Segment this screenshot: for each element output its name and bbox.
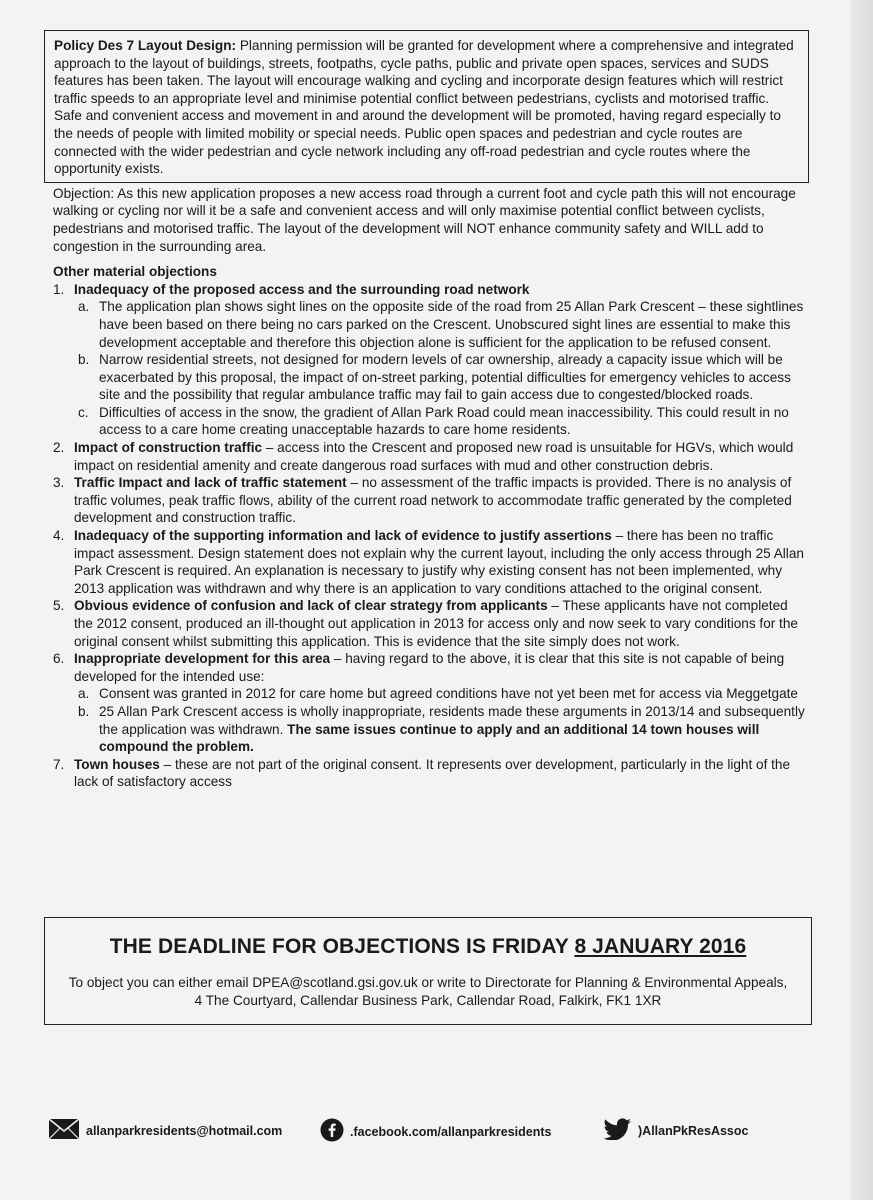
list-item [44, 439, 809, 474]
list-item [44, 756, 809, 791]
objection-paragraph: Objection: As this new application proposes a new access road through a current foot and cycle path this will not encourage walking or cycling nor will it be a safe and convenient access and will only maximise potential conflict between cyclists, pedestrians and motorised traffic. The layout of the development will NOT enhance community safety and WILL add to congestion in the surrounding area. [53, 185, 796, 254]
objections-list [44, 281, 809, 791]
email-address[interactable]: allanparkresidents@hotmail.com [86, 1123, 283, 1138]
sub-text: Consent was granted in 2012 for care home but agreed conditions have not yet been met for access via Meggetgate [99, 686, 798, 702]
sub-item [74, 703, 809, 756]
sub-item [74, 404, 809, 439]
item-number: 2. [53, 440, 65, 456]
sub-text: Difficulties of access in the snow, the gradient of Allan Park Road could mean inaccessibility. This could result in no access to a care home creating unacceptable hazards to care home residents. [99, 404, 789, 438]
item-number: 1. [53, 281, 65, 297]
sub-text: The application plan shows sight lines on the opposite side of the road from 25 Allan Park Crescent – these sightlines have been based on there being no cars parked on the Crescent. Unobscured sight lines are essential to make this development acceptable and therefore this objection alone is sufficient for the application to be refused consent. [99, 299, 804, 350]
sub-text: Narrow residential streets, not designed for modern levels of car ownership, already a capacity issue which will be exacerbated by this proposal, the impact of on-street parking, potential difficulties for emergency vehicles to access site and the possibility that regular ambulance traffic may fail to gain access due to congested/blocked roads. [99, 352, 791, 403]
policy-heading: Policy Des 7 Layout Design: [54, 38, 237, 53]
sub-bold-text: The same issues continue to apply and an additional 14 town houses will compound the problem. [99, 721, 760, 755]
sub-text: 25 Allan Park Crescent access is wholly inappropriate, residents made these arguments in 2013/14 and subsequently the application was withdrawn. [99, 703, 805, 737]
twitter-bird-icon [604, 1118, 632, 1143]
footer-twitter [604, 1118, 748, 1143]
deadline-date: 8 JANUARY 2016 [574, 935, 747, 958]
deadline-info: To object you can either email DPEA@scotland.gsi.gov.uk or write to Directorate for Planning & Environmental Appeals, 4 The Courtyard, Callendar Business Park, Callendar Road, Falkirk, FK1 1XR [68, 975, 788, 1008]
footer-facebook [320, 1118, 551, 1145]
item-number: 5. [53, 598, 65, 614]
item-text: – having regard to the above, it is clear that this site is not capable of being developed for the intended use: [74, 651, 785, 684]
sub-list [74, 685, 809, 755]
sub-item [74, 298, 809, 351]
facebook-link[interactable]: .facebook.com/allanparkresidents [350, 1124, 552, 1139]
item-title: Obvious evidence of confusion and lack of clear strategy from applicants [74, 598, 548, 614]
policy-text: Planning permission will be granted for development where a comprehensive and integrated approach to the layout of buildings, streets, footpaths, cycle paths, public and private open spaces, services and SUDS features has been taken. The layout will encourage walking and cycling and incorporate design features which will restrict traffic speeds to an appropriate level and minimise potential conflict between pedestrians, cyclists and motorised traffic. Safe and convenient access and movement in and around the development will be promoted, having regard especially to the needs of people with limited mobility or special needs. Public open spaces and pedestrian and cycle routes are connected with the wider pedestrian and cycle network including any off-road pedestrian and cycle routes where the opportunity exists. [54, 38, 794, 177]
item-text: – These applicants have not completed the 2012 consent, produced an ill-thought out application in 2013 for access only and now seek to vary conditions for the original consent whilst submitting this application. This is evidence that the site simply does not work. [74, 598, 798, 649]
sub-letter: b. [78, 352, 90, 368]
item-number: 4. [53, 528, 65, 544]
footer [0, 1118, 873, 1148]
list-item [44, 650, 809, 756]
page-edge [851, 0, 873, 1200]
policy-box [44, 30, 809, 183]
item-text: – there has been no traffic impact assessment. Design statement does not explain why the current layout, including the only access through 25 Allan Park Crescent is required. An explanation is necessary to justify why existing consent has not been implemented, why 2013 application was withdrawn and why there is an application to vary conditions attached to the original consent. [74, 528, 804, 596]
item-title: Inappropriate development for this area [74, 651, 331, 667]
sub-letter: a. [78, 299, 90, 315]
list-item [44, 281, 809, 439]
item-title: Inadequacy of the supporting information and lack of evidence to justify assertions [74, 528, 612, 544]
twitter-handle[interactable]: )AllanPkResAssoc [638, 1123, 749, 1138]
sub-item [74, 351, 809, 404]
sub-list [74, 298, 809, 439]
item-number: 3. [53, 475, 65, 491]
deadline-prefix: THE DEADLINE FOR OBJECTIONS IS FRIDAY [109, 935, 575, 958]
footer-email [48, 1118, 282, 1143]
deadline-title [45, 935, 811, 959]
list-item [44, 474, 809, 527]
item-number: 6. [53, 651, 65, 667]
item-title: Inadequacy of the proposed access and the surrounding road network [74, 281, 530, 297]
list-item [44, 527, 809, 597]
envelope-icon [48, 1118, 80, 1143]
item-text: – access into the Crescent and proposed new road is unsuitable for HGVs, which would impact on residential amenity and create dangerous road surfaces with mud and other construction debris. [74, 440, 794, 473]
sub-letter: b. [78, 703, 90, 719]
list-item [44, 597, 809, 650]
item-text: – no assessment of the traffic impacts is provided. There is no analysis of traffic volumes, peak traffic flows, ability of the current road network to accommodate traffic generated by the completed development and construction traffic. [74, 475, 792, 526]
item-number: 7. [53, 756, 65, 772]
sub-letter: a. [78, 686, 90, 702]
other-objections-heading: Other material objections [53, 264, 217, 280]
item-title: Town houses [74, 756, 160, 772]
item-text: – these are not part of the original consent. It represents over development, particularly in the light of the lack of satisfactory access [74, 756, 791, 790]
deadline-box [44, 917, 812, 1025]
sub-item [74, 685, 809, 703]
item-title: Traffic Impact and lack of traffic statement [74, 475, 347, 491]
sub-letter: c. [78, 404, 89, 420]
document-body [44, 30, 809, 791]
facebook-icon [320, 1118, 344, 1145]
item-title: Impact of construction traffic [74, 440, 263, 456]
